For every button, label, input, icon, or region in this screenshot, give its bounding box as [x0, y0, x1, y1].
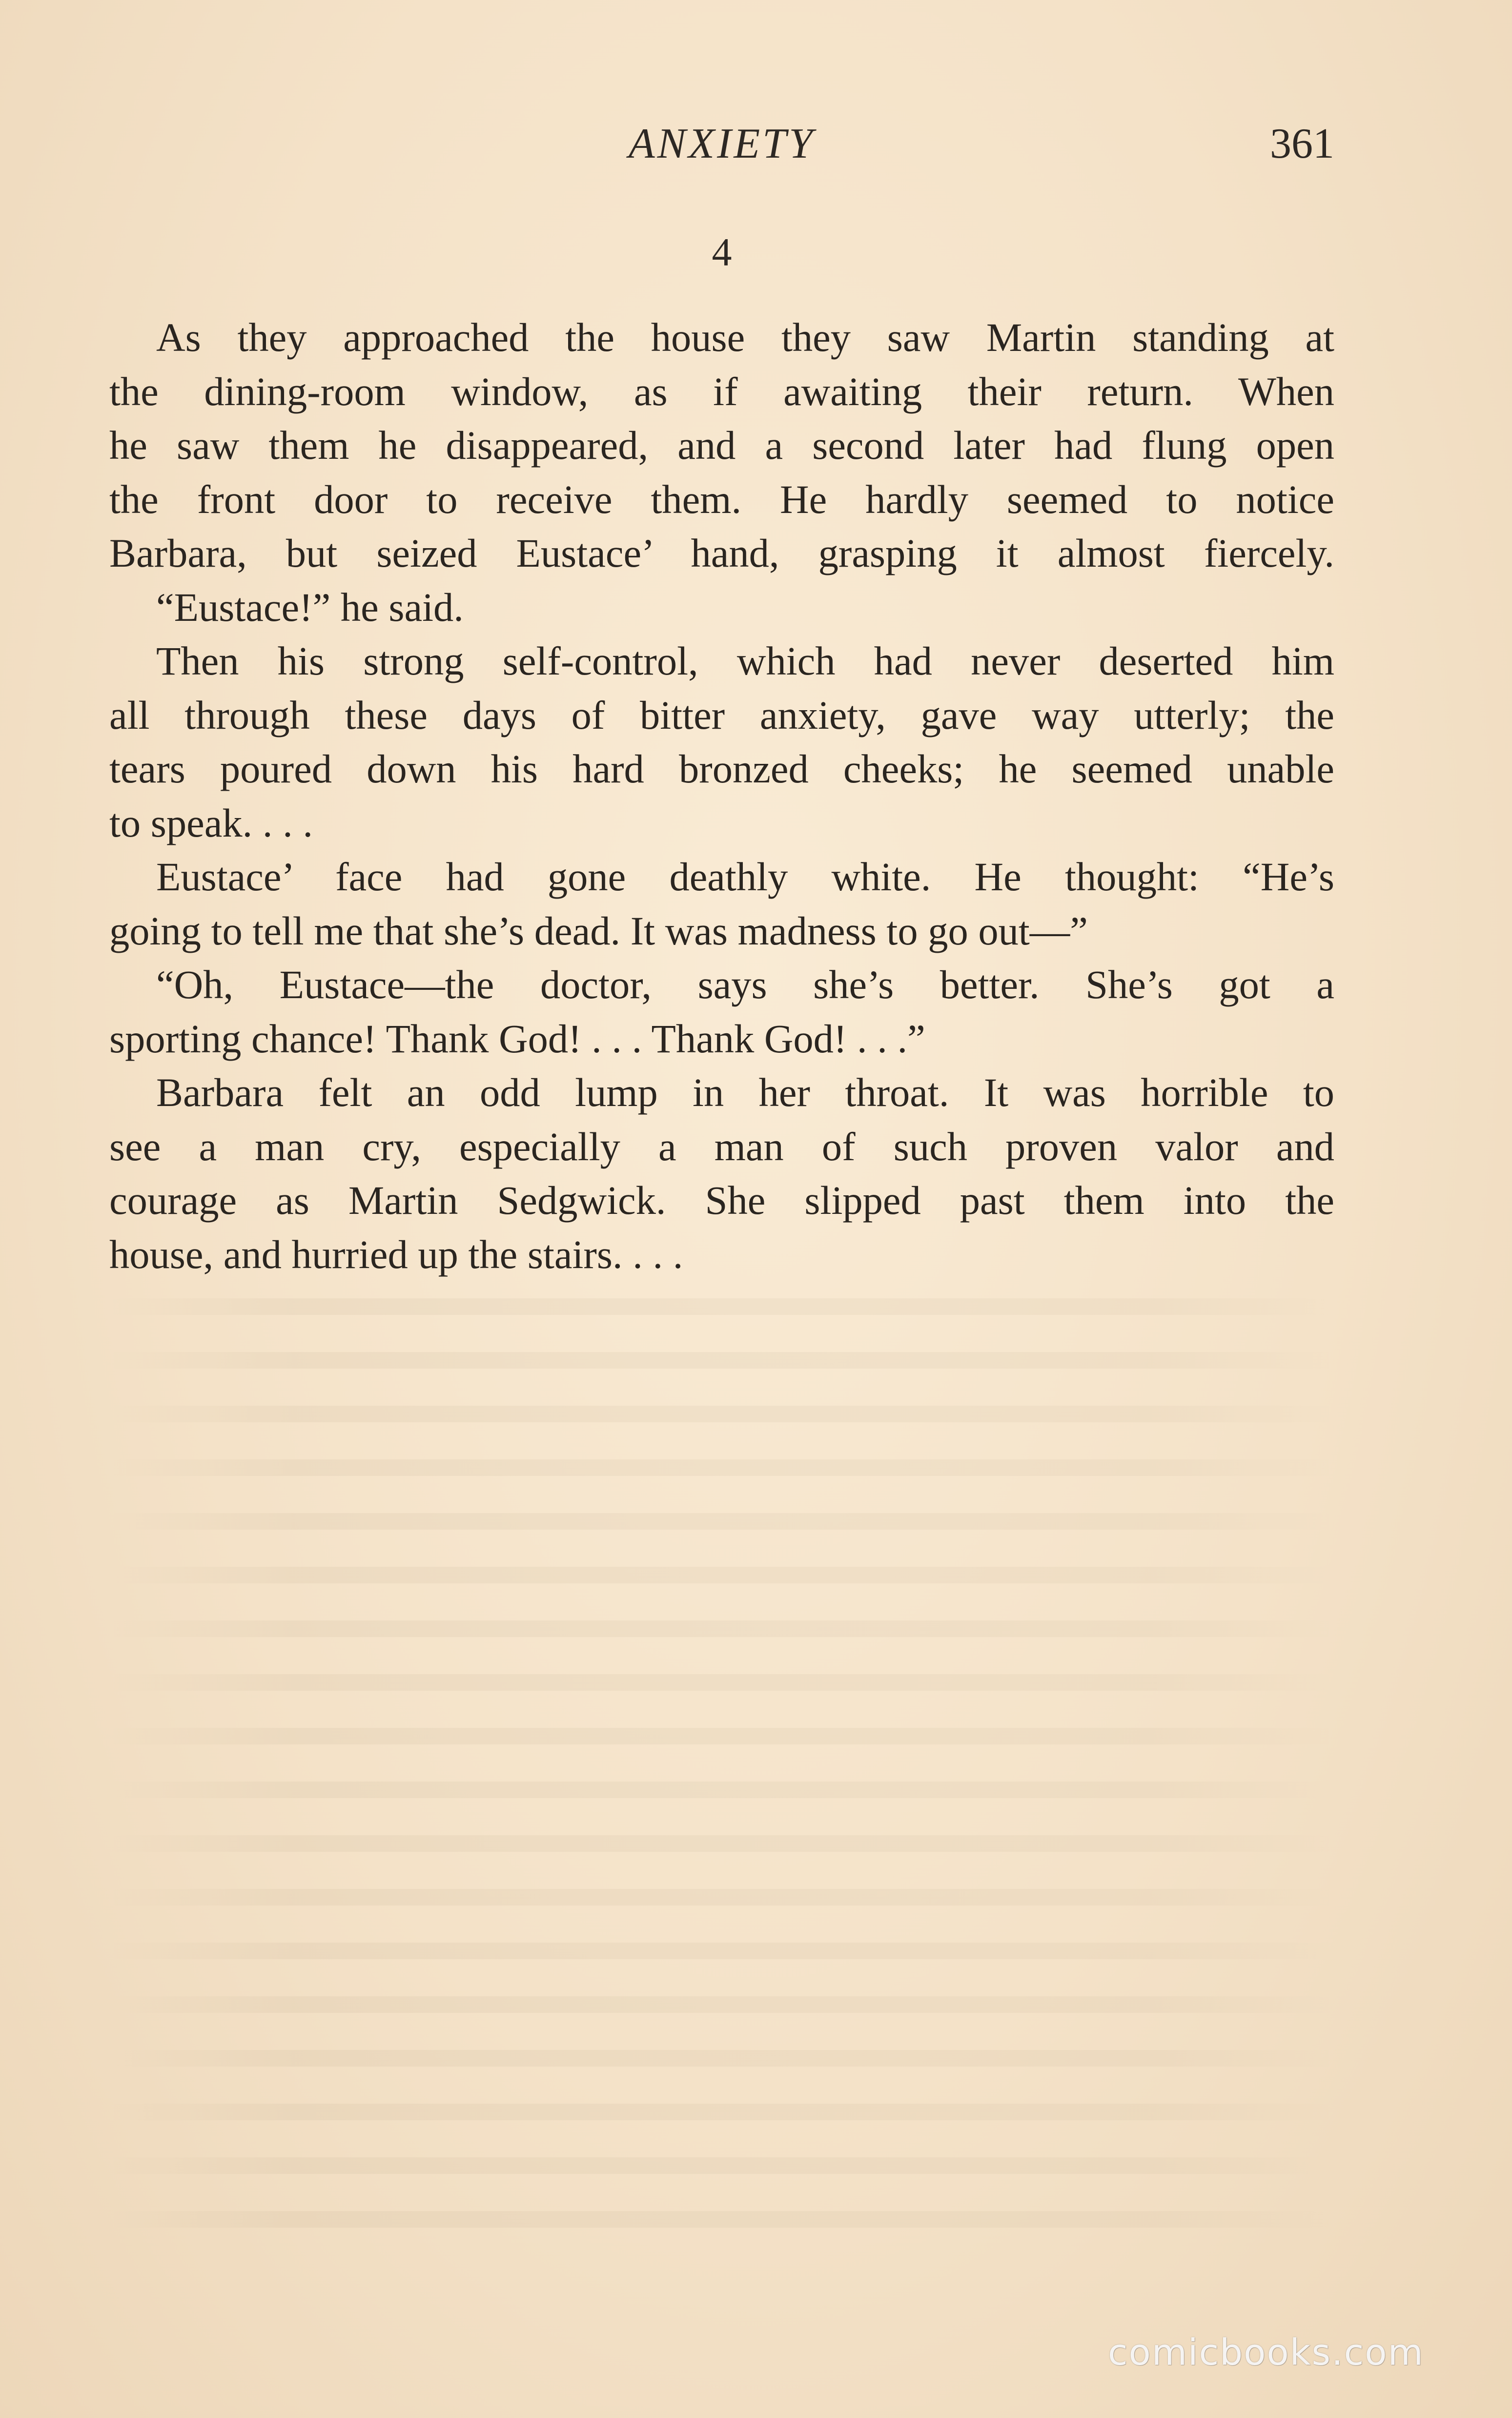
page-number: 361 — [1270, 120, 1334, 167]
text-line: house, and hurried up the stairs. . . . — [109, 1231, 683, 1277]
bleed-through-line — [109, 1513, 1334, 1530]
text-line: “Eustace!” he said. — [156, 584, 464, 630]
text-line: As they approached the house they saw Martin standing at — [156, 315, 1334, 360]
text-line: he saw them he disappeared, and a second later had flung open — [109, 423, 1334, 468]
bleed-through-line — [109, 2104, 1334, 2120]
bleed-through-line — [109, 2211, 1334, 2228]
bleed-through-line — [109, 1298, 1334, 1315]
bleed-through-line — [109, 2050, 1334, 2067]
text-line: tears poured down his hard bronzed cheeks; he seemed unable — [109, 746, 1334, 791]
text-line: Barbara felt an odd lump in her throat. It was horrible to — [156, 1070, 1334, 1115]
bleed-through-line — [109, 1996, 1334, 2013]
text-line: all through these days of bitter anxiety, gave way utterly; the — [109, 692, 1334, 738]
site-watermark: comicbooks.com — [1108, 2332, 1424, 2374]
text-line: the front door to receive them. He hardly seemed to notice — [109, 476, 1334, 522]
text-line: to speak. . . . — [109, 800, 313, 845]
text-line: sporting chance! Thank God! . . . Thank God! . . .” — [109, 1016, 925, 1061]
text-line: “Oh, Eustace—the doctor, says she’s better. She’s got a — [156, 962, 1334, 1007]
bleed-through-line — [109, 1674, 1334, 1691]
bleed-through-line — [109, 1835, 1334, 1852]
section-number: 4 — [712, 230, 732, 274]
text-line: courage as Martin Sedgwick. She slipped past them into the — [109, 1178, 1334, 1223]
text-line: the dining-room window, as if awaiting their return. When — [109, 369, 1334, 414]
bleed-through-line — [109, 1406, 1334, 1422]
bleed-through-line — [109, 2157, 1334, 2174]
body-text — [109, 310, 1334, 1281]
bleed-through-line — [109, 1352, 1334, 1369]
chapter-running-title: ANXIETY — [628, 120, 816, 167]
bleed-through-line — [109, 1620, 1334, 1637]
bleed-through-line — [109, 1567, 1334, 1583]
running-head — [109, 112, 1334, 176]
bleed-through-line — [109, 1728, 1334, 1744]
text-line: going to tell me that she’s dead. It was madness to go out—” — [109, 908, 1088, 953]
bleed-through-line — [109, 1782, 1334, 1798]
text-line: see a man cry, especially a man of such proven valor and — [109, 1124, 1334, 1169]
text-line: Eustace’ face had gone deathly white. He thought: “He’s — [156, 854, 1334, 899]
text-line: Then his strong self-control, which had never deserted him — [156, 638, 1334, 683]
bleed-through-line — [109, 1889, 1334, 1906]
text-line: Barbara, but seized Eustace’ hand, grasping it almost fiercely. — [109, 531, 1334, 575]
bleed-through-line — [109, 1459, 1334, 1476]
bleed-through-line — [109, 1943, 1334, 1959]
